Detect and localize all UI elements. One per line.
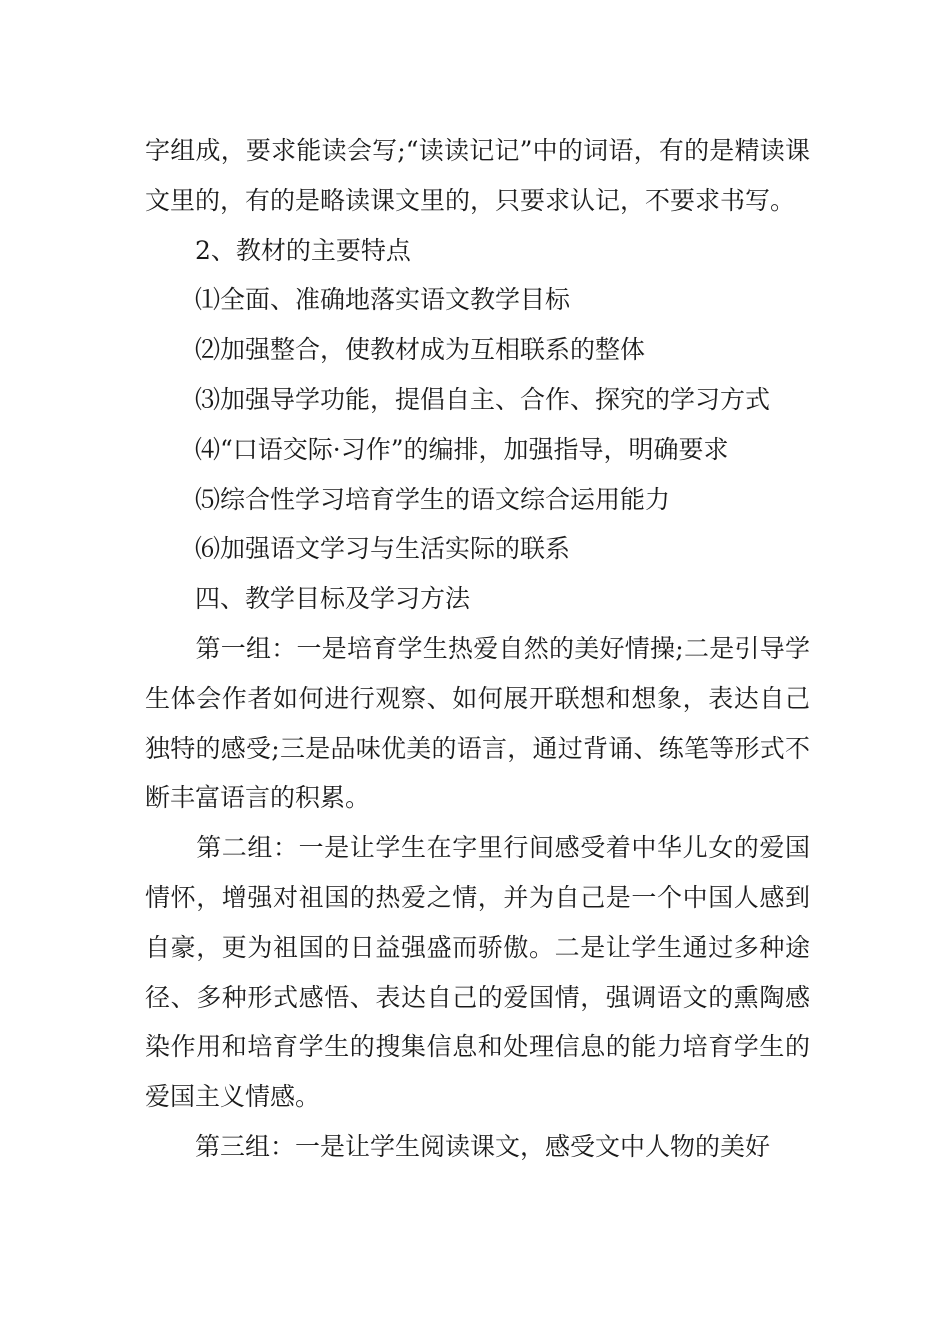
paragraph: ⑷“口语交际·习作”的编排，加强指导，明确要求 bbox=[145, 434, 729, 464]
paragraph: 第三组：一是让学生阅读课文，感受文中人物的美好 bbox=[145, 1131, 771, 1161]
paragraph: ⑸综合性学习培育学生的语文综合运用能力 bbox=[145, 484, 671, 514]
paragraph: 第二组：一是让学生在字里行间感受着中华儿女的爱国情怀，增强对祖国的热爱之情，并为自己是一个中国人感到自豪，更为祖国的日益强盛而骄傲。二是让学生通过多种途径、多种形式感悟、表达自己的爱国情，强调语文的熏陶感染作用和培育学生的搜集信息和处理信息的能力培育学生的爱国主义情感。 bbox=[145, 833, 810, 1112]
paragraph: 第一组：一是培育学生热爱自然的美好情操;二是引导学生体会作者如何进行观察、如何展开联想和想象，表达自己独特的感受;三是品味优美的语言，通过背诵、练笔等形式不断丰富语言的积累。 bbox=[145, 633, 810, 813]
paragraph: ⑹加强语文学习与生活实际的联系 bbox=[145, 534, 571, 564]
paragraph: ⑴全面、准确地落实语文教学目标 bbox=[145, 285, 571, 315]
document-body bbox=[145, 126, 810, 1172]
paragraph: ⑵加强整合，使教材成为互相联系的整体 bbox=[145, 335, 646, 365]
paragraph: ⑶加强导学功能，提倡自主、合作、探究的学习方式 bbox=[145, 384, 771, 414]
paragraph: 字组成，要求能读会写;“读读记记”中的词语，有的是精读课文里的，有的是略读课文里的，只要求认记，不要求书写。 bbox=[145, 136, 810, 215]
paragraph: 2、教材的主要特点 bbox=[145, 235, 411, 265]
section-heading: 四、教学目标及学习方法 bbox=[145, 584, 471, 614]
